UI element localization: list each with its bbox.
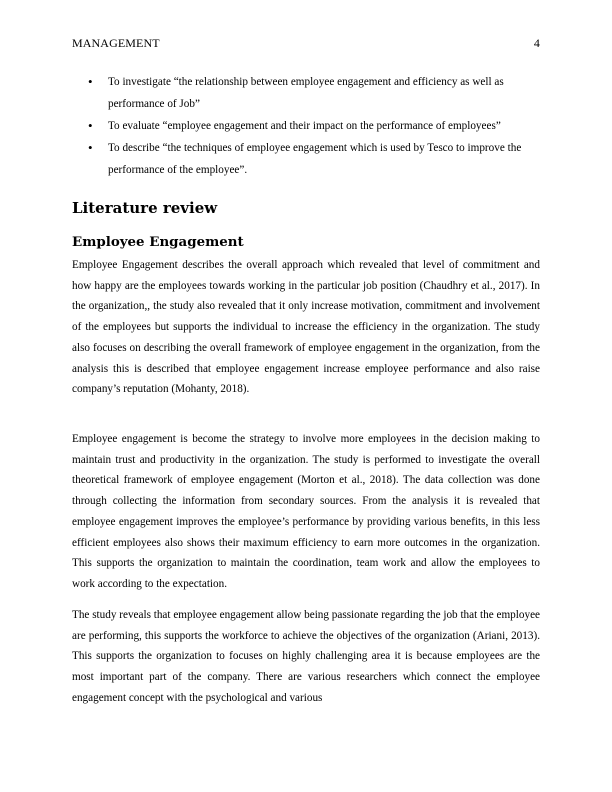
body-paragraph: Employee engagement is become the strategy to involve more employees in the decision making to maintain trust and productivity in the organization. The study is performed to investigate the overall theoretical framework of employee engagement (Morton et al., 2018). The data collection was done through collecting the information from secondary sources. From the analysis it is revealed that employee engagement improves the employee’s performance by providing various benefits, in this less efficient employees also shows their maximum efficiency to earn more outcomes in the organization. This supports the organization to maintain the coordination, team work and allow the employees to work according to the expectation. xyxy=(72,433,540,590)
objective-item: • To investigate “the relationship between employee engagement and efficiency as well as performance of Job” xyxy=(72,71,540,115)
body-paragraph: Employee Engagement describes the overall approach which revealed that level of commitment and how happy are the employees towards working in the particular job position (Chaudhry et al., 2017). In the organization,, the study also revealed that it only increase motivation, commitment and involvement of the employees but supports the individual to increase the efficiency in the organization. The study also focuses on describing the overall framework of employee engagement in the organization, from the analysis this is described that employee engagement increase employee performance and also raise company’s reputation (Mohanty, 2018). xyxy=(72,259,540,396)
page-number: 4 xyxy=(533,36,540,50)
running-title: MANAGEMENT xyxy=(72,36,160,50)
page-header xyxy=(72,36,540,50)
body-paragraph: The study reveals that employee engagement allow being passionate regarding the job that the employee are performing, this supports the workforce to achieve the objectives of the organization (Ariani, 2013). This supports the organization to focuses on highly challenging area it is because employees are the most important part of the company. There are various researchers which connect the employee engagement concept with the psychological and various xyxy=(72,609,540,704)
objective-item: • To describe “the techniques of employee engagement which is used by Tesco to improve the performance of the employee”. xyxy=(72,137,540,181)
section-heading: Literature review xyxy=(72,199,218,217)
subsection-heading: Employee Engagement xyxy=(72,234,244,250)
objective-item: • To evaluate “employee engagement and their impact on the performance of employees” xyxy=(72,115,540,137)
objectives-list xyxy=(72,71,540,181)
